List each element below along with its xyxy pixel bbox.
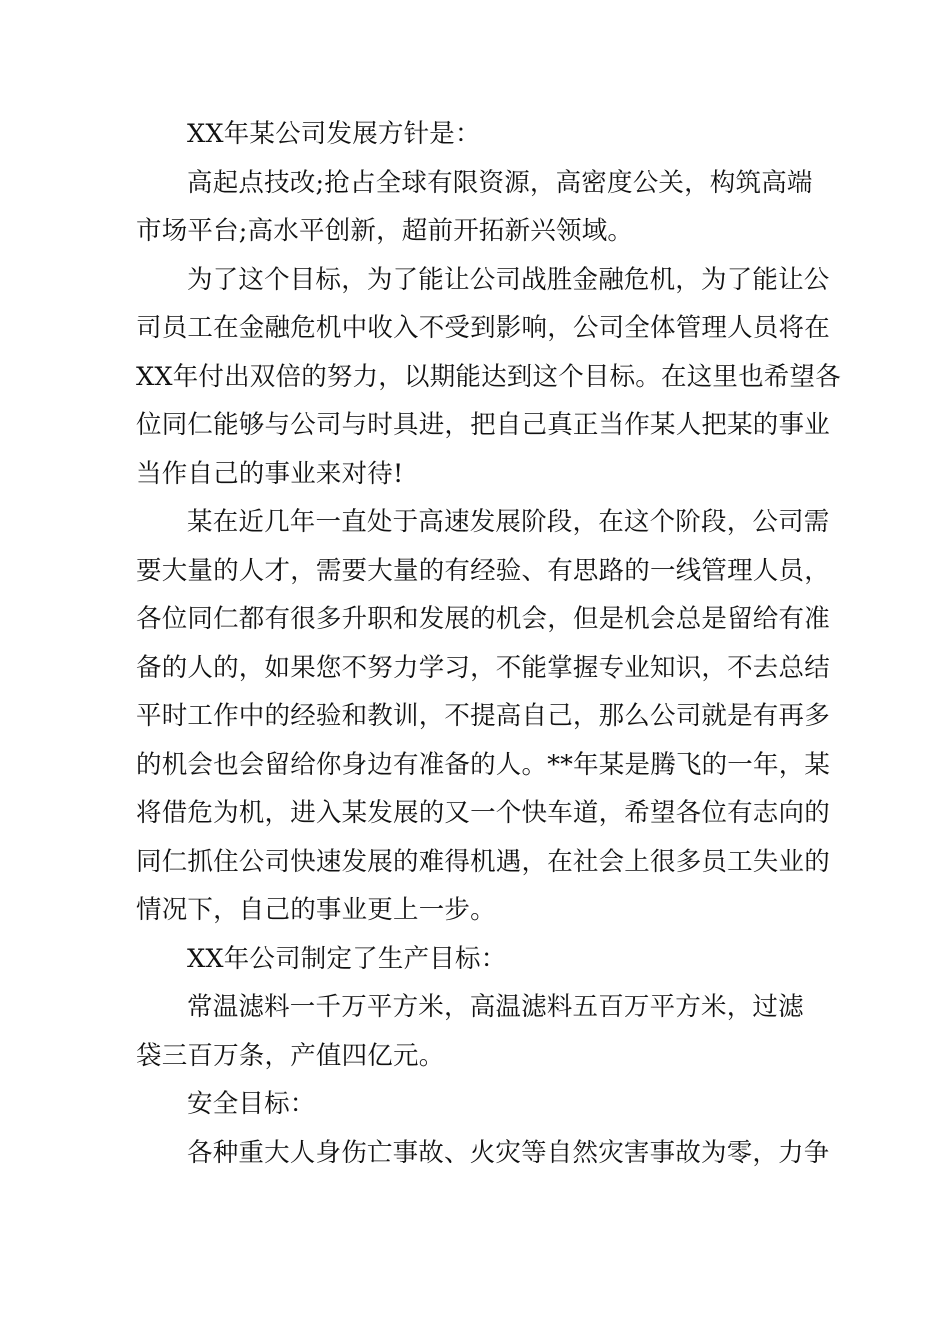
text-line: 备的人的，如果您不努力学习，不能掌握专业知识，不去总结 <box>136 652 830 683</box>
text-line: 将借危为机，进入某发展的又一个快车道，希望各位有志向的 <box>136 798 830 828</box>
paragraph-production-detail <box>136 983 826 1080</box>
text-line: XX年公司制定了生产目标： <box>187 943 507 974</box>
paragraph-production-heading <box>136 935 826 984</box>
paragraph-growth-opportunity <box>136 498 831 935</box>
paragraph-safety-detail <box>136 1129 830 1178</box>
text-line: 位同仁能够与公司与时具进，把自己真正当作某人把某的事业 <box>136 410 830 440</box>
text-line: 各位同仁都有很多升职和发展的机会，但是机会总是留给有准 <box>136 604 830 634</box>
text-line: 市场平台;高水平创新，超前开拓新兴领域。 <box>136 216 634 246</box>
paragraph-safety-heading <box>136 1080 826 1129</box>
text-line: 某在近几年一直处于高速发展阶段，在这个阶段，公司需 <box>187 507 830 537</box>
text-line: 情况下，自己的事业更上一步。 <box>136 895 496 925</box>
document-body <box>136 110 841 1177</box>
text-line: 要大量的人才，需要大量的有经验、有思路的一线管理人员， <box>136 555 830 586</box>
paragraph-policy-heading <box>136 110 826 159</box>
text-line: 高起点技改;抢占全球有限资源，高密度公关，构筑高端 <box>187 167 813 198</box>
paragraph-goal-effort <box>136 256 841 499</box>
text-line: 安全目标： <box>187 1089 316 1119</box>
paragraph-policy-detail <box>136 159 826 256</box>
text-line: 当作自己的事业来对待! <box>136 458 404 489</box>
text-line: 常温滤料一千万平方米，高温滤料五百万平方米，过滤 <box>187 992 804 1022</box>
text-line: 的机会也会留给你身边有准备的人。**年某是腾飞的一年，某 <box>136 749 831 780</box>
text-line: 袋三百万条，产值四亿元。 <box>136 1040 445 1071</box>
text-line: 平时工作中的经验和教训，不提高自己，那么公司就是有再多 <box>136 701 830 731</box>
text-line: 为了这个目标，为了能让公司战胜金融危机，为了能让公 <box>187 264 830 295</box>
text-line: XX年付出双倍的努力，以期能达到这个目标。在这里也希望各 <box>136 361 841 392</box>
text-line: 同仁抓住公司快速发展的难得机遇，在社会上很多员工失业的 <box>136 846 830 877</box>
text-line: 司员工在金融危机中收入不受到影响，公司全体管理人员将在 <box>136 313 830 343</box>
text-line: XX年某公司发展方针是： <box>187 119 481 149</box>
text-line: 各种重大人身伤亡事故、火灾等自然灾害事故为零，力争 <box>187 1137 830 1168</box>
